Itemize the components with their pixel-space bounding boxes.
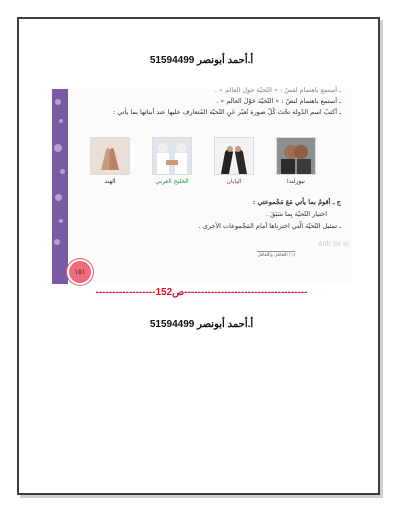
task-item: اختيار التّحيّة بِما سَبَقَ . [266,210,327,218]
cropped-line: ـ أستمع باهتمام لقصّ : « التّحيّة حول العالم » . [214,86,341,94]
header-author-line: أ.أحمد أبونصر 51594499 [149,55,254,66]
greeting-photo-hands [90,137,130,185]
instruction-listen: ـ أستمع باهتمام لنصّ : « التّحيّة حَوْلَ العالَم » . [216,97,341,105]
faded-side-text: Arth Se to [317,241,349,248]
hands-icon [91,138,129,174]
greeting-photo-nose [276,137,316,185]
group-task-block [111,196,341,232]
textbook-page-image [52,86,351,284]
greeting-photos-row [86,137,332,187]
photo-caption: اليابان [226,178,242,185]
greeting-photo-bow [214,137,254,185]
nose-greeting-icon [277,138,315,174]
instruction-write: ـ أكتبُ اسم الدّولة تحْتَ كُلّ صورة تُعبّر عَنِ التّحيّة المُتعارف عليها عند أبنائها بما يأتي : [113,108,341,116]
page-number-badge: ١٥١ [67,259,93,285]
greeting-photo-handshake [152,137,192,185]
handshake-icon [153,138,191,174]
photo-caption: الهند [104,178,116,185]
photo-caption: نيوزلندا [287,178,305,185]
photo-caption: الخليج العربي [155,178,189,185]
footer-author-line: أ.أحمد أبونصر 51594499 [149,319,254,330]
footnote: (١) التّعامُل والتّعامُل [257,253,295,258]
task-item: ـ تمثيل التّحيّة الّتي اخترناها أمام المَجْموعات الأخرى . [198,222,341,230]
instructions-block [76,85,341,118]
page-separator-marker: ------------------ص152------------------------------------- [95,287,308,298]
task-heading: ج ـ أقومُ بما يأتي مَعَ مَجْموعتي : [252,198,341,206]
decorative-side-strip [52,89,68,284]
bow-icon [215,138,253,174]
